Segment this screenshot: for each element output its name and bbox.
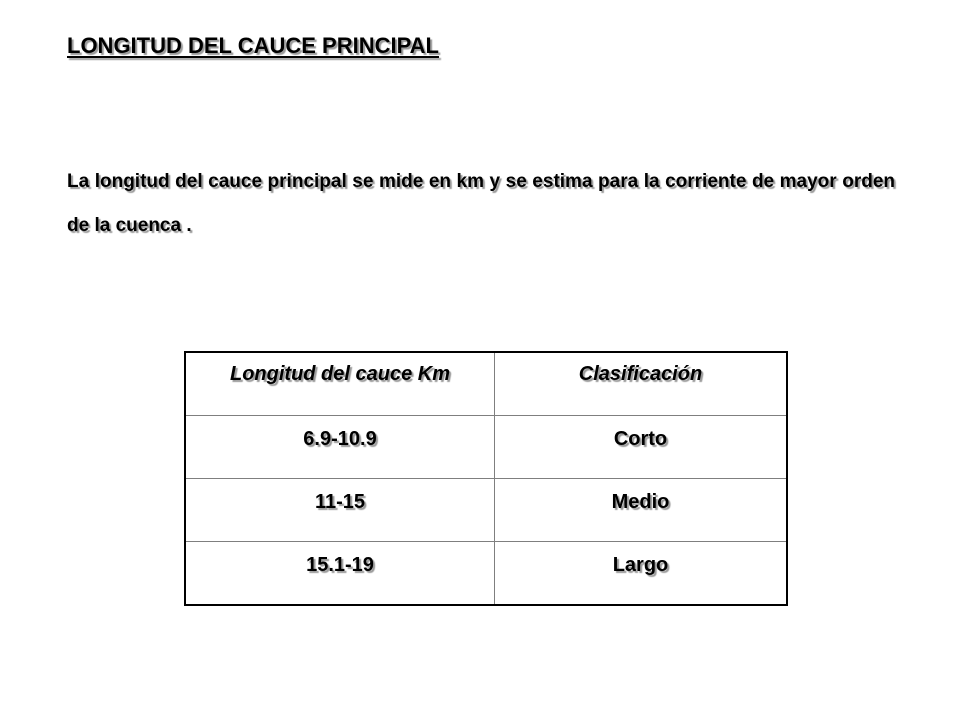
- cell-classification-value: Medio: [611, 491, 670, 513]
- table-row: [185, 542, 787, 606]
- header-length-label: Longitud del cauce Km: [229, 363, 451, 385]
- classification-table-container: [184, 351, 788, 606]
- cell-classification: [495, 479, 788, 542]
- classification-table: [184, 351, 788, 606]
- header-length: [185, 352, 495, 416]
- cell-classification: [495, 416, 788, 479]
- header-classification: [495, 352, 788, 416]
- header-classification-label: Clasificación: [578, 363, 703, 385]
- cell-classification-value: Corto: [613, 428, 668, 450]
- slide-title: LONGITUD DEL CAUCE PRINCIPAL: [67, 33, 439, 58]
- cell-length-value: 11-15: [314, 491, 366, 513]
- table-header-row: [185, 352, 787, 416]
- cell-length-value: 6.9-10.9: [303, 428, 377, 450]
- cell-length-value: 15.1-19: [306, 554, 374, 576]
- cell-length: [185, 542, 495, 606]
- table-row: [185, 479, 787, 542]
- description-paragraph: La longitud del cauce principal se mide en km y se estima para la corriente de mayor orden de la cuenca .: [67, 171, 895, 236]
- cell-classification-value: Largo: [612, 554, 669, 576]
- cell-length: [185, 479, 495, 542]
- table-row: [185, 416, 787, 479]
- cell-length: [185, 416, 495, 479]
- cell-classification: [495, 542, 788, 606]
